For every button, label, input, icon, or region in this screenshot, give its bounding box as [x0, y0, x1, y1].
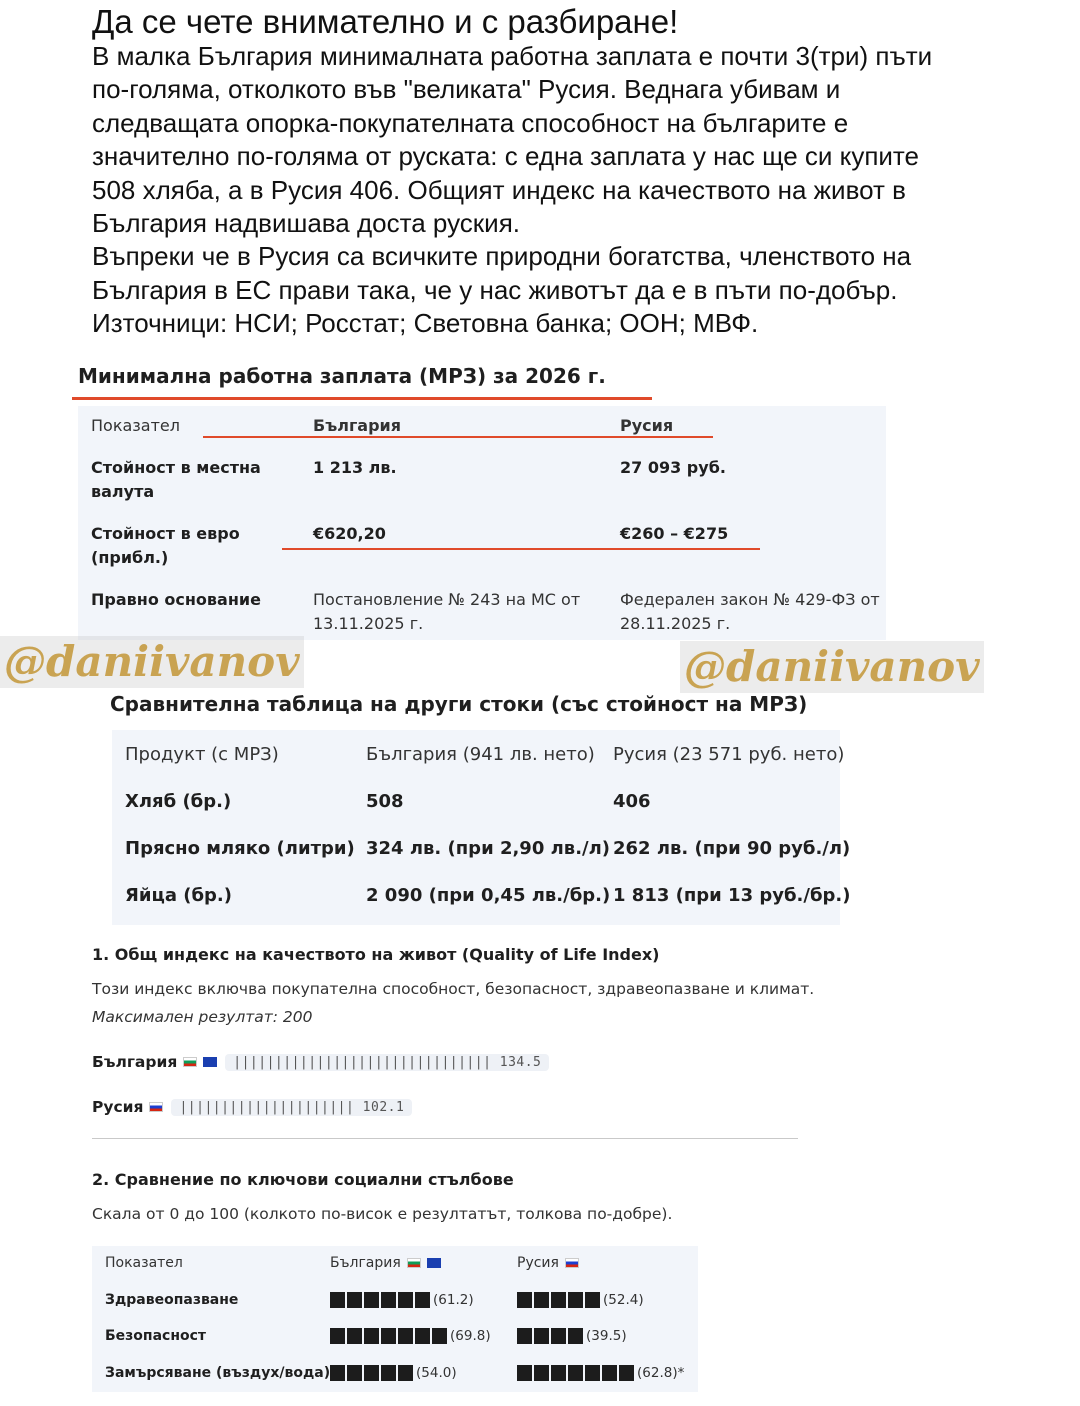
intro-line: В малка България минималната работна заплата е почти 3(три) пъти: [92, 41, 933, 71]
column-header: Показател: [105, 1255, 183, 1271]
score-block: [415, 1292, 430, 1308]
column-header: Показател: [91, 416, 180, 435]
score-block: [568, 1328, 583, 1344]
score-cell: (69.8): [330, 1326, 491, 1346]
score-blocks: [330, 1328, 447, 1344]
score-block: [551, 1365, 566, 1381]
score-blocks: [517, 1365, 634, 1381]
cell-value: Федерален закон № 429-ФЗ от 28.11.2025 г.: [620, 590, 880, 633]
qol-row-russia: [92, 1098, 412, 1116]
score-block: [551, 1328, 566, 1344]
score-block: [415, 1328, 430, 1344]
country-label: България: [92, 1053, 178, 1071]
cell-value: 1 813 (при 13 руб./бр.): [613, 885, 851, 906]
cell-value: 2 090 (при 0,45 лв./бр.): [366, 885, 611, 906]
score-block: [568, 1365, 583, 1381]
score-block: [381, 1292, 396, 1308]
score-cell: (61.2): [330, 1290, 474, 1310]
intro-line: България надвишава доста руския.: [92, 208, 520, 239]
score-block: [381, 1365, 396, 1381]
intro-line: Въпреки че в Русия са всичките природни богатства, членството на: [92, 241, 912, 272]
cell-value: €620,20: [313, 524, 386, 543]
column-header: България: [313, 416, 402, 435]
score-block: [364, 1292, 379, 1308]
pillars-table: [92, 1246, 698, 1392]
score-block: [585, 1292, 600, 1308]
score-block: [347, 1365, 362, 1381]
cell-value: €260 – €275: [620, 524, 729, 543]
column-header: България (941 лв. нето): [366, 744, 595, 765]
row-label: Стойност в евро (прибл.): [91, 524, 240, 567]
bulgaria-flag-icon: [407, 1258, 421, 1268]
pillars-description: Скала от 0 до 100 (колкото по-висок е резултатът, толкова по-добре).: [92, 1205, 673, 1223]
intro-line: следващата опорка-покупателната способност на българите е: [92, 107, 849, 138]
column-header: Продукт (с МРЗ): [125, 744, 279, 765]
cell-value: 262 лв. (при 90 руб./л): [613, 838, 851, 859]
highlight-underline: [282, 548, 760, 550]
score-block: [517, 1328, 532, 1344]
score-block: [602, 1365, 617, 1381]
score-block: [619, 1365, 634, 1381]
intro-line: по-голяма, отколкото във "великата" Русия. Веднага убивам и: [92, 74, 841, 105]
row-label: Правно основание: [91, 590, 261, 609]
watermark-right: @daniivanov: [680, 641, 984, 693]
goods-table: [112, 730, 851, 925]
divider: [92, 1138, 798, 1139]
score-block: [347, 1292, 362, 1308]
intro-line: 508 хляба, а в Русия 406. Общият индекс на качеството на живот в: [92, 174, 906, 205]
qol-description: Този индекс включва покупателна способност, безопасност, здравеопазване и климат.: [92, 980, 815, 998]
intro-text: [92, 4, 1052, 341]
min-wage-table: [78, 406, 886, 640]
qol-title: 1. Общ индекс на качеството на живот (Quality of Life Index): [92, 945, 660, 964]
watermark-left: @daniivanov: [0, 636, 304, 688]
row-label: Прясно мляко (литри): [125, 838, 355, 859]
cell-value: 324 лв. (при 2,90 лв./л): [366, 838, 611, 859]
row-label: Хляб (бр.): [125, 791, 232, 812]
score-block: [330, 1328, 345, 1344]
goods-title: Сравнителна таблица на други стоки (със стойност на МРЗ): [110, 692, 808, 716]
score-block: [398, 1292, 413, 1308]
score-blocks: [517, 1292, 600, 1308]
score-blocks: [330, 1292, 430, 1308]
score-block: [364, 1328, 379, 1344]
score-block: [432, 1328, 447, 1344]
score-block: [517, 1365, 532, 1381]
score-blocks: [330, 1365, 413, 1381]
row-label: Здравеопазване: [105, 1292, 239, 1308]
min-wage-title: Минимална работна заплата (МРЗ) за 2026 г.: [78, 364, 606, 388]
score-block: [551, 1292, 566, 1308]
cell-value: Постановление № 243 на МС от 13.11.2025 г.: [313, 590, 581, 633]
score-block: [398, 1365, 413, 1381]
score-block: [347, 1328, 362, 1344]
score-cell: (52.4): [517, 1290, 644, 1310]
row-label: Замърсяване (въздух/вода): [105, 1365, 331, 1381]
russia-flag-icon: [149, 1102, 163, 1112]
score-block: [330, 1365, 345, 1381]
intro-title: Да се чете внимателно и с разбиране!: [92, 3, 679, 40]
score-block: [364, 1365, 379, 1381]
column-header: Русия: [517, 1253, 579, 1273]
cell-value: 406: [613, 791, 651, 812]
row-label: Стойност в местна валута: [91, 458, 261, 501]
score-block: [381, 1328, 396, 1344]
column-header: Русия (23 571 руб. нето): [613, 744, 845, 765]
pillars-title: 2. Сравнение по ключови социални стълбове: [92, 1170, 514, 1189]
score-block: [534, 1328, 549, 1344]
eu-flag-icon: [203, 1057, 217, 1067]
row-label: Яйца (бр.): [125, 885, 232, 906]
intro-line: значително по-голяма от руската: с една заплата у нас ще си купите: [92, 141, 920, 172]
column-header: Русия: [620, 416, 674, 435]
score-cell: (62.8)*: [517, 1363, 684, 1383]
column-header: България: [330, 1253, 441, 1273]
intro-line: България в ЕС прави така, че у нас животът да е в пъти по-добър.: [92, 274, 898, 305]
score-block: [517, 1292, 532, 1308]
score-block: [398, 1328, 413, 1344]
score-cell: (54.0): [330, 1363, 457, 1383]
score-blocks: [517, 1328, 583, 1344]
score-block: [330, 1292, 345, 1308]
russia-flag-icon: [565, 1258, 579, 1268]
score-bar: ||||||||||||||||||||||||||||||| 134.5: [225, 1054, 549, 1071]
cell-value: 508: [366, 791, 404, 812]
score-cell: (39.5): [517, 1326, 627, 1346]
intro-line: Източници: НСИ; Росстат; Световна банка; ООН; МВФ.: [92, 308, 759, 339]
highlight-underline: [203, 436, 713, 438]
score-block: [585, 1365, 600, 1381]
cell-value: 1 213 лв.: [313, 458, 397, 477]
bulgaria-flag-icon: [183, 1057, 197, 1067]
cell-value: 27 093 руб.: [620, 458, 726, 477]
score-block: [534, 1365, 549, 1381]
title-underline: [72, 397, 652, 400]
row-label: Безопасност: [105, 1328, 207, 1344]
eu-flag-icon: [427, 1258, 441, 1268]
score-block: [568, 1292, 583, 1308]
score-block: [534, 1292, 549, 1308]
qol-row-bulgaria: [92, 1053, 549, 1071]
country-label: Русия: [92, 1098, 144, 1116]
score-bar: ||||||||||||||||||||| 102.1: [171, 1099, 412, 1116]
qol-max: Максимален резултат: 200: [92, 1008, 313, 1026]
